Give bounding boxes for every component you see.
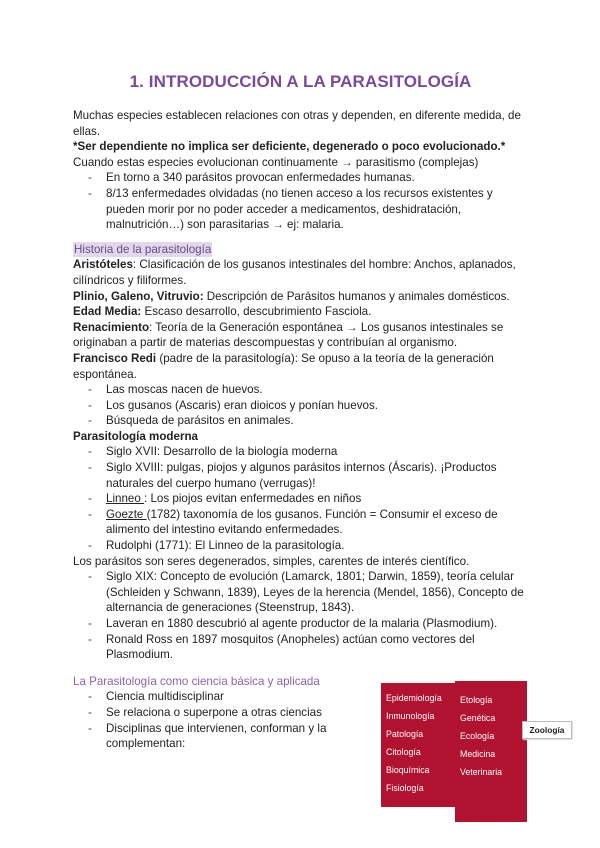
history-redi: Francisco Redi (padre de la parasitología): Se opuso a la teoría de la generación espontánea.	[73, 351, 494, 381]
list-item: - Linneo : Los piojos evitan enfermedades en niños	[106, 491, 528, 507]
redi-list	[73, 382, 528, 429]
discipline-label: Ecología	[460, 731, 495, 741]
discipline-label: Fisiología	[386, 783, 424, 793]
list-item: - 8/13 enfermedades olvidadas (no tienen acceso a los recursos existentes y pueden morir por no poder acceder a medicamentos, deshidratación, malnutrición…) son parasitarias → ej: malaria.	[106, 186, 528, 233]
list-item: - Rudolphi (1771): El Linneo de la parasitología.	[106, 538, 528, 554]
history-moderna: Parasitología moderna	[73, 429, 198, 443]
discipline-label: Medicina	[460, 749, 496, 759]
history-edad-media: Edad Media: Escaso desarrollo, descubrimiento Fasciola.	[73, 305, 372, 319]
list-item: - Siglo XVII: Desarrollo de la biología moderna	[106, 444, 528, 460]
history-plinio: Plinio, Galeno, Vitruvio: Descripción de Parásitos humanos y animales domésticos.	[73, 289, 510, 303]
list-item: - Se relaciona o superpone a otras ciencias	[106, 705, 396, 721]
section-heading-historia: Historia de la parasitología	[74, 242, 212, 256]
list-item: - Disciplinas que intervienen, conforman y la complementan:	[106, 721, 396, 752]
intro-evolution: Cuando estas especies evolucionan continuamente → parasitismo (complejas)	[73, 155, 479, 169]
moderna-list	[73, 444, 528, 553]
ciencia-list	[73, 689, 396, 751]
list-item: - Ciencia multidisciplinar	[106, 689, 396, 705]
intro-paragraph: Muchas especies establecen relaciones con otras y dependen, en diferente medida, de ellas.	[73, 109, 521, 138]
list-item: - Siglo XVIII: pulgas, piojos y algunos parásitos internos (Áscaris). ¡Productos naturales del cuerpo humano (verrugas)!	[106, 460, 528, 491]
page-title: 1. INTRODUCCIÓN A LA PARASITOLOGÍA	[129, 72, 472, 91]
list-item: - En torno a 340 parásitos provocan enfermedades humanas.	[106, 170, 528, 186]
list-item: - Goezte (1782) taxonomía de los gusanos. Función = Consumir el exceso de alimento del intestino evitando enfermedades.	[106, 507, 528, 538]
list-item: - Siglo XIX: Concepto de evolución (Lamarck, 1801; Darwin, 1859), teoría celular (Schleiden y Schwann, 1839), Leyes de la herencia (Mendel, 1856), Concepto de alternancia de generaciones (Steenstrup, 1843).	[106, 569, 528, 616]
disciplines-box-applied	[455, 681, 527, 822]
intro-note: *Ser dependiente no implica ser deficiente, degenerado o poco evolucionado.*	[73, 140, 506, 154]
discipline-label: Veterinaria	[460, 767, 503, 777]
zoologia-label: Zoología	[522, 721, 572, 739]
discipline-label: Inmunología	[386, 711, 435, 721]
list-item: - Laveran en 1880 descubrió al agente productor de la malaria (Plasmodium).	[106, 616, 528, 632]
history-renacimiento: Renacimiento: Teoría de la Generación espontánea → Los gusanos intestinales se originaban a partir de materias descompuestas y contribuían al organismo.	[73, 320, 504, 350]
list-item: - Búsqueda de parásitos en animales.	[106, 413, 528, 429]
list-item: - Las moscas nacen de huevos.	[106, 382, 528, 398]
discipline-label: Patología	[386, 729, 424, 739]
discipline-label: Citología	[386, 747, 421, 757]
intro-list	[73, 170, 528, 232]
history-aristoteles: Aristóteles: Clasificación de los gusanos intestinales del hombre: Anchos, aplanados, cilíndricos y filiformes.	[73, 258, 516, 287]
discipline-label: Bioquímica	[386, 765, 430, 775]
section-heading-ciencia: La Parasitología como ciencia básica y aplicada	[73, 674, 320, 688]
discipline-label: Etología	[460, 695, 493, 705]
disciplines-box-basic	[381, 683, 463, 807]
document-page	[73, 70, 528, 752]
history-degenerados: Los parásitos son seres degenerados, simples, carentes de interés científico.	[73, 554, 470, 568]
discipline-label: Genética	[460, 713, 496, 723]
xix-list	[73, 569, 528, 663]
list-item: - Los gusanos (Ascaris) eran dioicos y ponían huevos.	[106, 398, 528, 414]
discipline-label: Epidemiología	[386, 693, 442, 703]
list-item: - Ronald Ross en 1897 mosquitos (Anopheles) actúan como vectores del Plasmodium.	[106, 632, 528, 663]
